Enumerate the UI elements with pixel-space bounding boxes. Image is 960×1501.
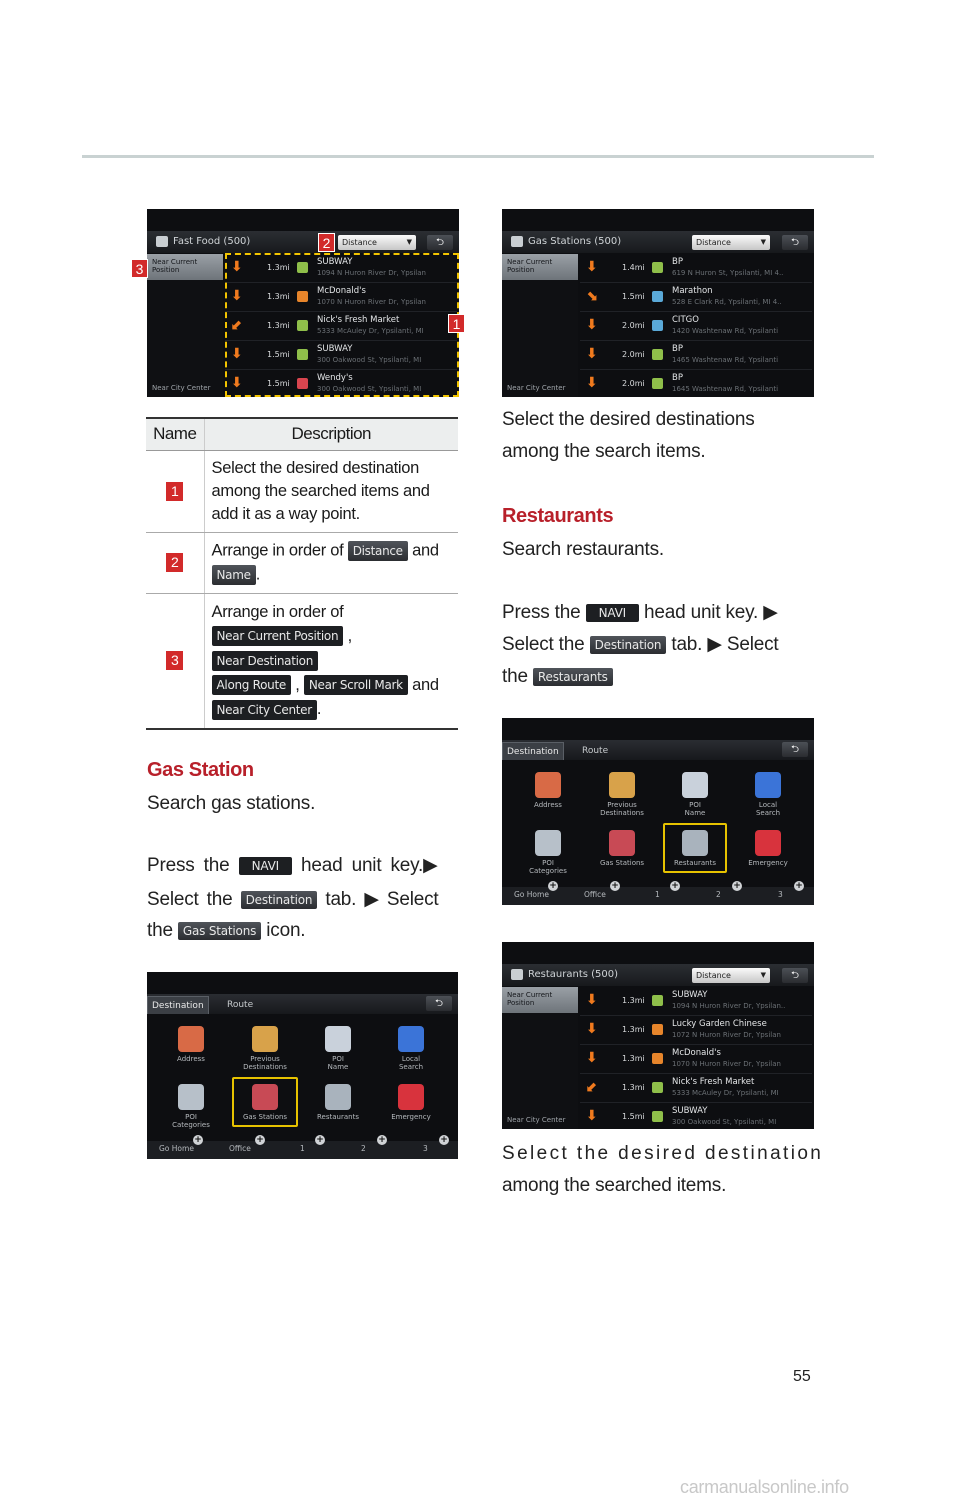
side-column <box>502 254 578 397</box>
back-button[interactable]: ⮌ <box>426 996 452 1011</box>
screen-title: Fast Food (500) <box>173 236 251 247</box>
chevron-down-icon: ▼ <box>760 238 766 246</box>
restaurants-screen <box>502 942 814 1129</box>
row-number: 2 <box>166 553 183 572</box>
desc-text: , <box>295 675 300 694</box>
fork-knife-icon <box>156 236 168 247</box>
result-list <box>580 254 812 397</box>
poi-categories-menu-item[interactable] <box>155 1084 227 1129</box>
menu-label: Name <box>684 809 706 817</box>
poi-category-icon <box>652 995 663 1006</box>
menu-label: POI <box>542 859 554 867</box>
callout-1: 1 <box>448 314 465 333</box>
poi-name: SUBWAY <box>672 1106 708 1116</box>
gas-step-3 <box>147 915 305 947</box>
page-number: 55 <box>793 1368 811 1385</box>
restaurants-heading: Restaurants <box>502 505 614 527</box>
plus-icon: + <box>194 1135 202 1145</box>
step-text: Select <box>386 889 439 910</box>
poi-category-icon <box>652 1024 663 1035</box>
menu-label: Name <box>327 1063 349 1071</box>
destination-menu-screen-restaurants <box>502 718 814 905</box>
list-item[interactable] <box>580 254 812 283</box>
menu-label: Categories <box>529 867 567 875</box>
poi-name: SUBWAY <box>317 344 353 354</box>
name-badge: Name <box>212 565 256 585</box>
house-icon <box>535 772 561 798</box>
gas-station-intro: Search gas stations. <box>147 793 316 814</box>
list-selection-highlight <box>225 253 459 397</box>
distance: 1.5mi <box>622 292 645 301</box>
list-item[interactable] <box>580 370 812 397</box>
list-item[interactable] <box>580 1074 812 1103</box>
step-text: Select <box>726 634 779 655</box>
menu-label: Local <box>401 1055 421 1063</box>
emergency-icon <box>755 830 781 856</box>
triangle-icon: ▶ <box>763 602 778 623</box>
menu-label: Restaurants <box>317 1113 359 1121</box>
poi-name: McDonald's <box>317 286 366 296</box>
near-city-center-button[interactable]: Near City Center <box>507 384 566 392</box>
chevron-down-icon: ▼ <box>406 238 412 246</box>
restaurants-select-line-1: Select the desired destination <box>502 1143 824 1164</box>
go-home-button[interactable]: Go Home <box>159 1144 194 1153</box>
poi-name: Wendy's <box>317 373 353 383</box>
address-menu-item[interactable] <box>512 772 584 809</box>
menu-label: Emergency <box>391 1113 431 1121</box>
magnifier-icon <box>682 772 708 798</box>
sort-value: Distance <box>342 238 377 247</box>
distance-badge: Distance <box>348 541 408 561</box>
poi-name: Marathon <box>672 286 713 296</box>
header-description: Description <box>204 418 458 450</box>
result-list <box>580 987 812 1129</box>
poi-name: Nick's Fresh Market <box>317 315 400 325</box>
folder-icon <box>252 1026 278 1052</box>
gas-stations-menu-item[interactable] <box>586 830 658 867</box>
restaurants-step-1 <box>502 597 814 629</box>
chevron-down-icon: ▼ <box>760 971 766 979</box>
poi-address: 5333 McAuley Dr, Ypsilanti, MI <box>672 1089 779 1097</box>
menu-label: Previous <box>250 1055 280 1063</box>
menu-label: Gas Stations <box>599 859 645 867</box>
step-text: Press the <box>147 855 230 876</box>
navi-key-badge: NAVI <box>586 604 639 622</box>
desc-text: and <box>412 675 439 694</box>
list-item[interactable] <box>580 987 812 1016</box>
plus-icon: + <box>795 881 803 891</box>
restaurants-step-2 <box>502 629 814 661</box>
step-text: tab. <box>325 889 357 910</box>
distance: 1.5mi <box>267 379 290 388</box>
step-text: Select the <box>502 634 585 655</box>
menu-label: Local <box>758 801 778 809</box>
address-menu-item[interactable] <box>155 1026 227 1063</box>
local-search-menu-item[interactable] <box>732 772 804 817</box>
desc-text: . <box>255 564 260 583</box>
header-name: Name <box>146 418 204 450</box>
menu-label: Previous <box>607 801 637 809</box>
poi-category-icon <box>652 262 663 273</box>
callout-3: 3 <box>131 259 148 278</box>
poi-name-menu-item[interactable] <box>659 772 731 817</box>
near-scroll-mark-badge: Near Scroll Mark <box>304 675 408 695</box>
callout-2: 2 <box>318 233 335 252</box>
near-city-center-button[interactable]: Near City Center <box>152 384 211 392</box>
table-row <box>146 450 458 532</box>
restaurants-menu-item[interactable] <box>302 1084 374 1121</box>
plus-icon: + <box>256 1135 264 1145</box>
poi-address: 1465 Washtenaw Rd, Ypsilanti <box>672 356 779 364</box>
poi-category-icon <box>652 291 663 302</box>
poi-category-icon <box>652 320 663 331</box>
poi-name: SUBWAY <box>317 257 353 267</box>
row-number: 3 <box>166 651 183 670</box>
plus-icon: + <box>671 881 679 891</box>
menu-label: Categories <box>172 1121 210 1129</box>
gas-select-line-1: Select the desired destinations <box>502 409 755 430</box>
list-icon <box>535 830 561 856</box>
destination-menu-screen-gas <box>147 972 458 1159</box>
distance: 2.0mi <box>622 350 645 359</box>
quick-1-button[interactable]: 1 <box>300 1144 305 1153</box>
poi-address: 1645 Washtenaw Rd, Ypsilanti <box>672 385 779 393</box>
direction-arrow-icon: ⬇ <box>586 375 598 391</box>
menu-label: Search <box>398 1063 424 1071</box>
distance: 1.4mi <box>622 263 645 272</box>
menu-label: Address <box>534 801 562 809</box>
along-route-badge: Along Route <box>212 675 291 695</box>
fork-knife-icon <box>325 1084 351 1110</box>
desc-text: and <box>412 540 439 559</box>
poi-categories-menu-item[interactable] <box>512 830 584 875</box>
gas-step-1 <box>147 850 459 882</box>
poi-name: BP <box>672 344 683 354</box>
desc-text: . <box>316 700 322 719</box>
restaurants-step-3 <box>502 661 613 693</box>
poi-address: 1094 N Huron River Dr, Ypsilan.. <box>672 1002 786 1010</box>
menu-label: POI <box>332 1055 344 1063</box>
local-search-menu-item[interactable] <box>375 1026 447 1071</box>
direction-arrow-icon: ⬇ <box>586 346 598 362</box>
distance: 1.3mi <box>267 292 290 301</box>
step-text: tab. <box>671 634 703 655</box>
quick-1-button[interactable]: 1 <box>655 890 660 899</box>
list-item[interactable] <box>580 1016 812 1045</box>
distance: 2.0mi <box>622 321 645 330</box>
sort-dropdown[interactable] <box>338 235 416 250</box>
side-column <box>502 987 578 1129</box>
fork-knife-icon <box>511 969 523 980</box>
quick-2-button[interactable]: 2 <box>361 1144 366 1153</box>
office-button[interactable]: Office <box>584 890 606 899</box>
sort-dropdown[interactable] <box>692 235 770 250</box>
near-destination-badge: Near Destination <box>212 651 319 671</box>
desc-text: Arrange in order of <box>211 540 344 559</box>
back-button[interactable]: ⮌ <box>782 968 808 983</box>
list-item[interactable] <box>580 341 812 370</box>
poi-address: 1070 N Huron River Dr, Ypsilan <box>672 1060 781 1068</box>
tab-route[interactable]: Route <box>582 746 609 756</box>
direction-arrow-icon: ⬋ <box>586 1079 598 1095</box>
near-city-center-button[interactable]: Near City Center <box>507 1116 566 1124</box>
list-item[interactable] <box>580 1103 812 1129</box>
near-city-center-badge: Near City Center <box>212 700 317 720</box>
quick-3-button[interactable]: 3 <box>778 890 783 899</box>
plus-icon: + <box>440 1135 448 1145</box>
desc-text: Arrange in order of <box>211 602 344 621</box>
triangle-icon: ▶ <box>707 634 722 655</box>
step-text: the <box>147 920 173 941</box>
near-current-position-button[interactable]: Near Current Position <box>147 254 223 280</box>
plus-icon: + <box>378 1135 386 1145</box>
selected-item-highlight <box>663 823 727 873</box>
near-current-position-badge: Near Current Position <box>212 626 344 646</box>
plus-icon: + <box>549 881 557 891</box>
step-text: icon. <box>266 920 306 941</box>
triangle-icon: ▶ <box>364 889 379 910</box>
restaurants-select-line-2: among the searched items. <box>502 1175 727 1196</box>
google-icon <box>755 772 781 798</box>
plus-icon: + <box>733 881 741 891</box>
previous-destinations-menu-item[interactable] <box>229 1026 301 1071</box>
poi-name-menu-item[interactable] <box>302 1026 374 1071</box>
poi-name: Nick's Fresh Market <box>672 1077 755 1087</box>
gas-station-heading: Gas Station <box>147 759 254 781</box>
emergency-menu-item[interactable] <box>375 1084 447 1121</box>
screen-title: Restaurants (500) <box>528 969 619 980</box>
menu-label: Address <box>177 1055 205 1063</box>
list-item[interactable] <box>580 312 812 341</box>
back-button[interactable]: ⮌ <box>427 235 453 250</box>
quick-destination-bar <box>502 881 814 905</box>
sort-dropdown[interactable] <box>692 968 770 983</box>
tab-bar <box>502 740 814 760</box>
distance: 1.3mi <box>267 263 290 272</box>
poi-category-icon <box>652 1053 663 1064</box>
menu-label: Gas Stations <box>242 1113 288 1121</box>
top-rule <box>82 155 874 158</box>
poi-name: CITGO <box>672 315 699 325</box>
distance: 1.3mi <box>622 1054 645 1063</box>
google-icon <box>398 1026 424 1052</box>
office-button[interactable]: Office <box>229 1144 251 1153</box>
step-text: Press the <box>502 602 581 623</box>
table-row <box>146 532 458 593</box>
destination-tab-badge: Destination <box>241 891 318 909</box>
poi-name: McDonald's <box>672 1048 721 1058</box>
step-text: head unit key. <box>301 855 424 876</box>
poi-address: 5333 McAuley Dr, Ypsilanti, MI <box>317 327 424 335</box>
step-text: head unit key. <box>644 602 759 623</box>
sort-value: Distance <box>696 971 731 980</box>
restaurants-intro: Search restaurants. <box>502 539 665 560</box>
distance: 1.3mi <box>267 321 290 330</box>
emergency-icon <box>398 1084 424 1110</box>
menu-label: Destinations <box>243 1063 287 1071</box>
tab-route[interactable]: Route <box>227 1000 254 1010</box>
previous-destinations-menu-item[interactable] <box>586 772 658 817</box>
gas-pump-icon <box>511 236 523 247</box>
direction-arrow-icon: ⬊ <box>586 288 598 304</box>
distance: 1.5mi <box>267 350 290 359</box>
tab-destination[interactable]: Destination <box>147 996 209 1014</box>
poi-address: 300 Oakwood St, Ypsilanti, MI <box>672 1118 777 1126</box>
direction-arrow-icon: ⬇ <box>231 288 243 304</box>
house-icon <box>178 1026 204 1052</box>
gas-stations-badge: Gas Stations <box>178 922 261 940</box>
list-item[interactable] <box>580 283 812 312</box>
near-current-position-button[interactable]: Near Current Position <box>502 987 578 1013</box>
poi-category-icon <box>652 378 663 389</box>
poi-address: 1420 Washtenaw Rd, Ypsilanti <box>672 327 779 335</box>
plus-icon: + <box>611 881 619 891</box>
direction-arrow-icon: ⬇ <box>231 346 243 362</box>
step-text: Select the <box>147 889 233 910</box>
poi-address: 1070 N Huron River Dr, Ypsilan <box>317 298 426 306</box>
direction-arrow-icon: ⬇ <box>231 375 243 391</box>
distance: 2.0mi <box>622 379 645 388</box>
menu-label: Emergency <box>748 859 788 867</box>
restaurants-badge: Restaurants <box>533 668 613 686</box>
quick-destination-bar <box>147 1135 458 1159</box>
destination-tab-badge: Destination <box>590 636 667 654</box>
list-icon <box>178 1084 204 1110</box>
gas-pump-icon <box>609 830 635 856</box>
poi-address: 1094 N Huron River Dr, Ypsilan <box>317 269 426 277</box>
direction-arrow-icon: ⬇ <box>586 1021 598 1037</box>
description-table <box>146 417 458 730</box>
poi-address: 300 Oakwood St, Ypsilanti, MI <box>317 385 422 393</box>
quick-2-button[interactable]: 2 <box>716 890 721 899</box>
direction-arrow-icon: ⬇ <box>586 1050 598 1066</box>
poi-name: BP <box>672 373 683 383</box>
desc-text: , <box>347 626 352 645</box>
navi-key-badge: NAVI <box>239 857 292 875</box>
menu-label: Restaurants <box>674 859 716 867</box>
distance: 1.3mi <box>622 1083 645 1092</box>
triangle-icon: ▶ <box>423 855 438 876</box>
back-button[interactable]: ⮌ <box>782 742 808 757</box>
direction-arrow-icon: ⬇ <box>586 259 598 275</box>
poi-category-icon <box>652 1111 663 1122</box>
back-button[interactable]: ⮌ <box>782 235 808 250</box>
magnifier-icon <box>325 1026 351 1052</box>
gas-stations-screen <box>502 209 814 397</box>
row-number: 1 <box>166 482 183 501</box>
tab-destination[interactable]: Destination <box>502 742 564 760</box>
gas-step-2 <box>147 884 459 916</box>
table-row <box>146 593 458 729</box>
direction-arrow-icon: ⬋ <box>231 317 243 333</box>
menu-label: Search <box>755 809 781 817</box>
step-text: the <box>502 666 528 687</box>
poi-name: Lucky Garden Chinese <box>672 1019 767 1029</box>
poi-address: 619 N Huron St, Ypsilanti, MI 4.. <box>672 269 784 277</box>
poi-name: BP <box>672 257 683 267</box>
menu-label: Destinations <box>600 809 644 817</box>
sort-value: Distance <box>696 238 731 247</box>
side-column <box>147 254 223 397</box>
row-description <box>204 593 458 729</box>
distance: 1.5mi <box>622 1112 645 1121</box>
watermark: carmanualsonline.info <box>680 1477 849 1497</box>
quick-3-button[interactable]: 3 <box>423 1144 428 1153</box>
poi-address: 300 Oakwood St, Ypsilanti, MI <box>317 356 422 364</box>
plus-icon: + <box>316 1135 324 1145</box>
poi-address: 1072 N Huron River Dr, Ypsilan <box>672 1031 781 1039</box>
direction-arrow-icon: ⬇ <box>586 317 598 333</box>
menu-label: POI <box>185 1113 197 1121</box>
row-description: Select the desired destination among the searched items and add it as a way point. <box>204 450 458 532</box>
screen-title: Gas Stations (500) <box>528 236 622 247</box>
gas-select-line-2: among the search items. <box>502 441 706 462</box>
folder-icon <box>609 772 635 798</box>
distance: 1.3mi <box>622 996 645 1005</box>
menu-label: POI <box>689 801 701 809</box>
near-current-position-button[interactable]: Near Current Position <box>502 254 578 280</box>
direction-arrow-icon: ⬇ <box>231 259 243 275</box>
poi-name: SUBWAY <box>672 990 708 1000</box>
row-description <box>204 532 458 593</box>
direction-arrow-icon: ⬇ <box>586 1108 598 1124</box>
direction-arrow-icon: ⬇ <box>586 992 598 1008</box>
go-home-button[interactable]: Go Home <box>514 890 549 899</box>
distance: 1.3mi <box>622 1025 645 1034</box>
poi-address: 528 E Clark Rd, Ypsilanti, MI 4.. <box>672 298 782 306</box>
list-item[interactable] <box>580 1045 812 1074</box>
poi-category-icon <box>652 1082 663 1093</box>
emergency-menu-item[interactable] <box>732 830 804 867</box>
poi-category-icon <box>652 349 663 360</box>
tab-bar <box>147 994 458 1014</box>
selected-item-highlight <box>232 1077 298 1127</box>
